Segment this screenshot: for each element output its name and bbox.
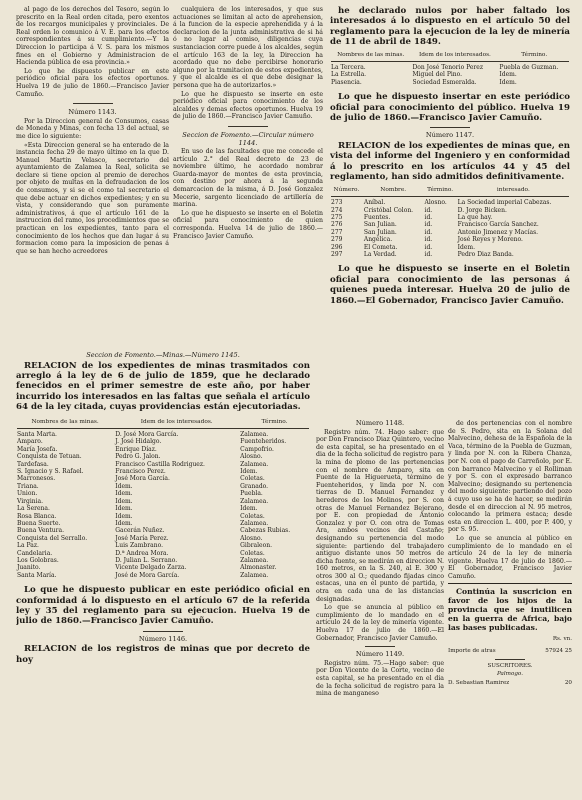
- lower-right-column: [448, 420, 572, 796]
- divider: [365, 646, 395, 647]
- notice-paragraph: Lo que se anuncia al público en cumplimiento de lo mandado en el artículo 24 de la ley de minería vigente. Huelva 17 de julio de 1860.—El Gobernador, Francisco Javier Camuño.: [316, 604, 444, 642]
- table-row: Santa Marta. D. José Mora García. Zalamea.: [17, 431, 269, 439]
- table-row: Candelaria. D.ª Andrea Mora. Coletas.: [17, 549, 265, 557]
- table-row: 296 El Cometa. id. Idem.: [331, 243, 475, 251]
- table-row: 274 Cristóbal Colon. id. D. Jorge Bicken.: [331, 206, 507, 214]
- table-row: Triana. Idem. Granado.: [17, 482, 269, 490]
- header-interested: interesado.: [496, 186, 530, 193]
- top-paragraph: he declarado nulos por haber faltado los interesados á lo dispuesto en el artículo 50 del reglamento para la ejecucion de la ley de minería de 11 de abril de 1849.: [330, 6, 570, 48]
- divider: [73, 103, 113, 104]
- header-interested: Idem de los interesados.: [418, 51, 491, 58]
- table-row: La Serena. Idem. Idem.: [17, 505, 258, 513]
- header-number: Número.: [333, 186, 360, 193]
- order-paragraph: Lo que he dispuesto publicar en este periódico oficial en conformidad á lo dispuesto en el artículo 67 de la referida ley y 35 del reglamento para su ejecucion. Huelva 19 de julio de 1860.—Francisco Javier Camuño.: [16, 585, 310, 627]
- divider: [143, 631, 183, 632]
- table-row: 273 Aníbal. Alosno. La Sociedad imperial Cabezas.: [331, 199, 552, 207]
- importe-value: 57924 25: [545, 648, 572, 655]
- order-paragraph-2: Lo que he dispuesto se inserte en el Boletin oficial para conocimiento de las personas á quienes pueda interesar. Huelva 20 de julio de 1860.—El Gobernador, Francisco Javier Camuño.: [330, 264, 570, 306]
- table-row: La Estrella. Miguel del Pino. Idem.: [331, 71, 517, 79]
- table-row: Union. Idem. Puebla.: [17, 490, 263, 498]
- numero-1146: Número 1146.: [138, 634, 188, 643]
- order-paragraph: Lo que he dispuesto insertar en este periódico oficial para conocimiento del público. Huelva 19 de julio de 1860.—Francisco Javier Camuño.: [330, 92, 570, 124]
- table-row: 297 La Verdad. id. Pedro Diaz Banda.: [331, 250, 514, 258]
- table-row: La Paz. Luis Zambrano. Gibraleon.: [17, 542, 272, 550]
- subscription-heading: Continúa la suscricion en favor de los hijos de la provincia que se inutilicen en la guerra de Africa, bajo las bases publicadas.: [448, 587, 572, 633]
- decree-paragraph: Por la Direccion general de Consumos, casas de Moneda y Minas, con fecha 13 del actual, se me dice lo siguiente:: [16, 117, 169, 140]
- order-paragraph: Lo que he dispuesto se inserte en este periódico oficial para conocimiento de los alcaldes y demas efectos oportunos. Huelva 19 de julio de 1860.—Francisco Javier Camuño.: [173, 90, 323, 121]
- column-1: [16, 6, 169, 306]
- header-term: Término.: [427, 186, 454, 193]
- town-label: Palmogo.: [497, 671, 523, 678]
- subscriber-name: D. Sebastian Ramirez: [448, 679, 510, 686]
- divider: [331, 196, 569, 197]
- table-row: Juanito. Vicente Delgado Zarza. Almonaster.: [17, 564, 277, 572]
- registro-75-paragraph: Registro núm. 75.—Hago saber: que por Don Vicente de la Corte, vecino de esta capital, se ha presentado en el dia de la fecha solicitud de registro para la mina de manganeso: [316, 659, 444, 698]
- subscriber-row: [448, 680, 572, 688]
- header-name: Nombre.: [380, 186, 407, 193]
- divider: [495, 659, 525, 660]
- divider: [228, 126, 268, 127]
- table-row: Piasencia. Sociedad Esmeralda. Idem.: [331, 78, 517, 86]
- numero-1143: Número 1143.: [68, 108, 117, 117]
- table-row: Buena Ventura. Gacerán Nuñez. Cabezas Rubias.: [17, 527, 291, 535]
- importe-label: Importe de atras: [448, 648, 496, 655]
- header-interested: Idem de los interesados.: [140, 418, 213, 425]
- order-paragraph: Lo que he dispuesto publicar en este periódico oficial para los efectos oportunos. Huelva 19 de julio de 1860.—Francisco Javier Camuño.: [16, 67, 169, 98]
- numero-1147: Número 1147.: [425, 131, 475, 140]
- table-row: Tardefasa. Francisco Castilla Rodriguez. Zalamea.: [17, 460, 269, 468]
- admitted-mines-table: [330, 187, 570, 259]
- subscriber-amount: 20: [564, 679, 572, 686]
- annulled-mines-table: [330, 52, 570, 87]
- table-row: 276 San Julian. id. Francisco García Sanchez.: [331, 221, 539, 229]
- table-row: Santa María. José de Mora García. Zalamea.: [17, 571, 269, 579]
- bottom-paragraph: RELACION de los registros de minas que por decreto de hoy: [16, 644, 310, 665]
- table-row: Amparo. J. José Hidalgo. Fuenteheridos.: [17, 438, 287, 446]
- table-row: Los Golobras. D. Julian L. Serrano. Zalamea.: [17, 556, 269, 564]
- table-row: 275 Fuentes. id. La que hay.: [331, 213, 493, 221]
- divider: [17, 428, 309, 429]
- table-row: Conquista de Tetuan. Pedro G. Jalon. Alosno.: [17, 453, 263, 461]
- table-row: Virginia. Idem. Zalamea.: [17, 497, 269, 505]
- header-mines: Nombres de las minas.: [31, 418, 99, 425]
- lower-left-block: [16, 352, 310, 796]
- table-row: Conquista del Serrallo. José María Perez. Alosno.: [17, 534, 263, 542]
- column-3: [330, 6, 570, 394]
- continuation-paragraph: cualquiera de los interesados, y que sus actuaciones se limitan al acto de aprehension, á la funcion de la especie aprehendida y á la declaracion de la junta administrativa de si há ó no lugar al comiso, diligencias cuya sustanciacion corre puede á los alcaldes, según el artículo 163 de la ley, la Direccion ha acordado que no debe percibirse honorario alguno por la tramitacion de estos expedientes, y que el alcalde es el que debe designar la persona que ha de autorizarlos.»: [173, 6, 323, 89]
- table-row: La Tercera. Don José Tenorio Perez Puebla de Guzman.: [331, 64, 559, 72]
- table-row: 277 San Julian. id. Antonio Jimenez y Macías.: [331, 228, 539, 236]
- currency-label: Rs. vn.: [552, 636, 572, 643]
- header-term: Término.: [521, 51, 548, 58]
- table-row: S. Ignacio y S. Rafael. Francisco Perez. Idem.: [17, 468, 258, 476]
- circular-paragraph: En uso de las facultades que me concede el artículo 2.° del Real decreto de 23 de noviembre último, he acordado nombrar Guarda-mayor de montes de esta provincia, con destino por ahora á la segunda demarcacion de la misma, á D. José Gonzalez Mecerie, sargento licenciado de artillería de marina.: [173, 148, 323, 209]
- table-row: Buena Suerte. Idem. Zalamea.: [17, 519, 269, 527]
- importe-row: [448, 648, 572, 656]
- lower-mid-column: [316, 420, 444, 796]
- relation-paragraph: RELACION de los expedientes de minas trasmitados con arreglo á la ley de 6 de julio de 1859, que he declarado fenecidos en el primer semestre de este año, por haber incurrido los interesados en las faltas que señala el artículo 64 de la ley citada, cuyas providencias están ejecutoriadas.: [16, 360, 310, 413]
- intro-paragraph: al pago de los derechos del Tesoro, según lo prescrito en la Real orden citada, pero exentos de los recargos municipales y provinciales. De Real orden lo comunico á V. E. para los efectos correspondientes á su cumplimiento.—Y la Direccion lo participa á V. S. para los mismos fines en el Gobierno y Administracion de Hacienda pública de esa provincia.»: [16, 6, 169, 67]
- decree-quote: «Esta Direccion general se ha enterado de la instancia fecha 29 de mayo último en la que D. Manuel Martin Velasco, secretario del ayuntamiento de Zalamea la Real, solicita se declare si tiene opcion al premio de derechos por objeto de multas en la defraudacion de los de consumos, y si se el como tal secretario el que debe actuar en dichos expedientes; y en su vista, y considerando que son puramente administrativos, á que el artículo 161 de la instruccion del ramo, los procedimientos que se practican en los expedientes, tanto para el conocimiento de los hechos que dan lugar á su formacion como para la imposicion de penas á que se han hecho acreedores: [16, 141, 169, 255]
- numero-1148: Número 1148.: [355, 420, 405, 427]
- section-heading: Seccion de Fomento.—Circular número 1144.: [182, 130, 314, 147]
- divider: [448, 583, 572, 584]
- registro-74-paragraph: Registro núm. 74. Hago saber: que por Don Francisco Diaz Quintero, vecino de esta capital, se ha presentado en el dia de la fecha solicitud de registro para la mina de plomo de las pertenencias con el nombre de Amparo, sita en Fuente de la Higuerueta, término de Fuenteheridos, y linda por N. con tierras de D. Manuel Fernandez y herederos de los Molinos, por S. con otras de Manuel Fernandez Bejerano, por E. con propiedad de Antonio Gonzalez y por O. con otra de Tomas Ara, ambos vecinos del Castaño; designando su pertenencia del modo siguiente: partiendo del trabajadero antiguo distante unos 50 metros de dicha fuente, se medirán en direccion N. 160 metros, en la S. 240, al E. 300 y otros 300 al O.; quedando fijadas cinco estacas, una en el punto de partida, y otra en cada una de las distancias designadas.: [316, 428, 444, 603]
- numero-1149: Número 1149.: [355, 650, 405, 659]
- column-2: [173, 6, 323, 306]
- header-mines: Nombres de las minas.: [337, 51, 405, 58]
- section-heading: Seccion de Fomento.—Minas.—Número 1145.: [86, 352, 240, 359]
- table-row: María Josefa. Enrique Díaz. Campofrio.: [17, 445, 274, 453]
- table-row: 279 Angélica. id. José Reyes y Moreno.: [331, 236, 523, 244]
- divider: [331, 61, 569, 62]
- table-row: Rosa Blanca. Idem. Coletas.: [17, 512, 265, 520]
- header-term: Término.: [261, 418, 288, 425]
- relation-paragraph: RELACION de los expedientes de minas que, en vista del informe del Ingeniero y en conformidad á lo prescrito en los artículos 44 y 45 del reglamento, han sido admitidos definitivamente.: [330, 141, 570, 183]
- table-row: Marronesos. José Mora García. Coletas.: [17, 475, 265, 483]
- notice-paragraph: Lo que se anuncia al público en cumplimiento de lo mandado en el artículo 24 de la ley de minería vigente. Huelva 17 de julio de 1860.—El Gobernador, Francisco Javier Camuño.: [448, 534, 572, 580]
- continuation-paragraph: de dos pertenencias con el nombre de S. Pedro, sita en la Solana del Malvecino, dehesa de la Española de la Vaca, término de la Puebla de Guzman, y linda por N. con la Ribera Chanza, por N. con el pago de Carreñolo, por E. con barranco Malvecino y el Rolliman y por S. con el expresado barranco Malvecino; designando su pertenencia del modo siguiente: partiendo del pozo á cuyo uso se ha de hacer, se medirán desde el en direccion al N. 95 metros, colocando la primera estaca; desde esta en direccion L. 400, por P. 400, y por S. 95.: [448, 420, 572, 534]
- order-paragraph-2: Lo que he dispuesto se inserte en el Boletin oficial para conocimiento de quien corresponda. Huelva 14 de julio de 1860.—Francisco Javier Camuño.: [173, 209, 323, 240]
- subscribers-heading: SUSCRITORES.: [487, 662, 533, 669]
- expired-mines-table: [16, 419, 310, 580]
- divider: [430, 127, 470, 128]
